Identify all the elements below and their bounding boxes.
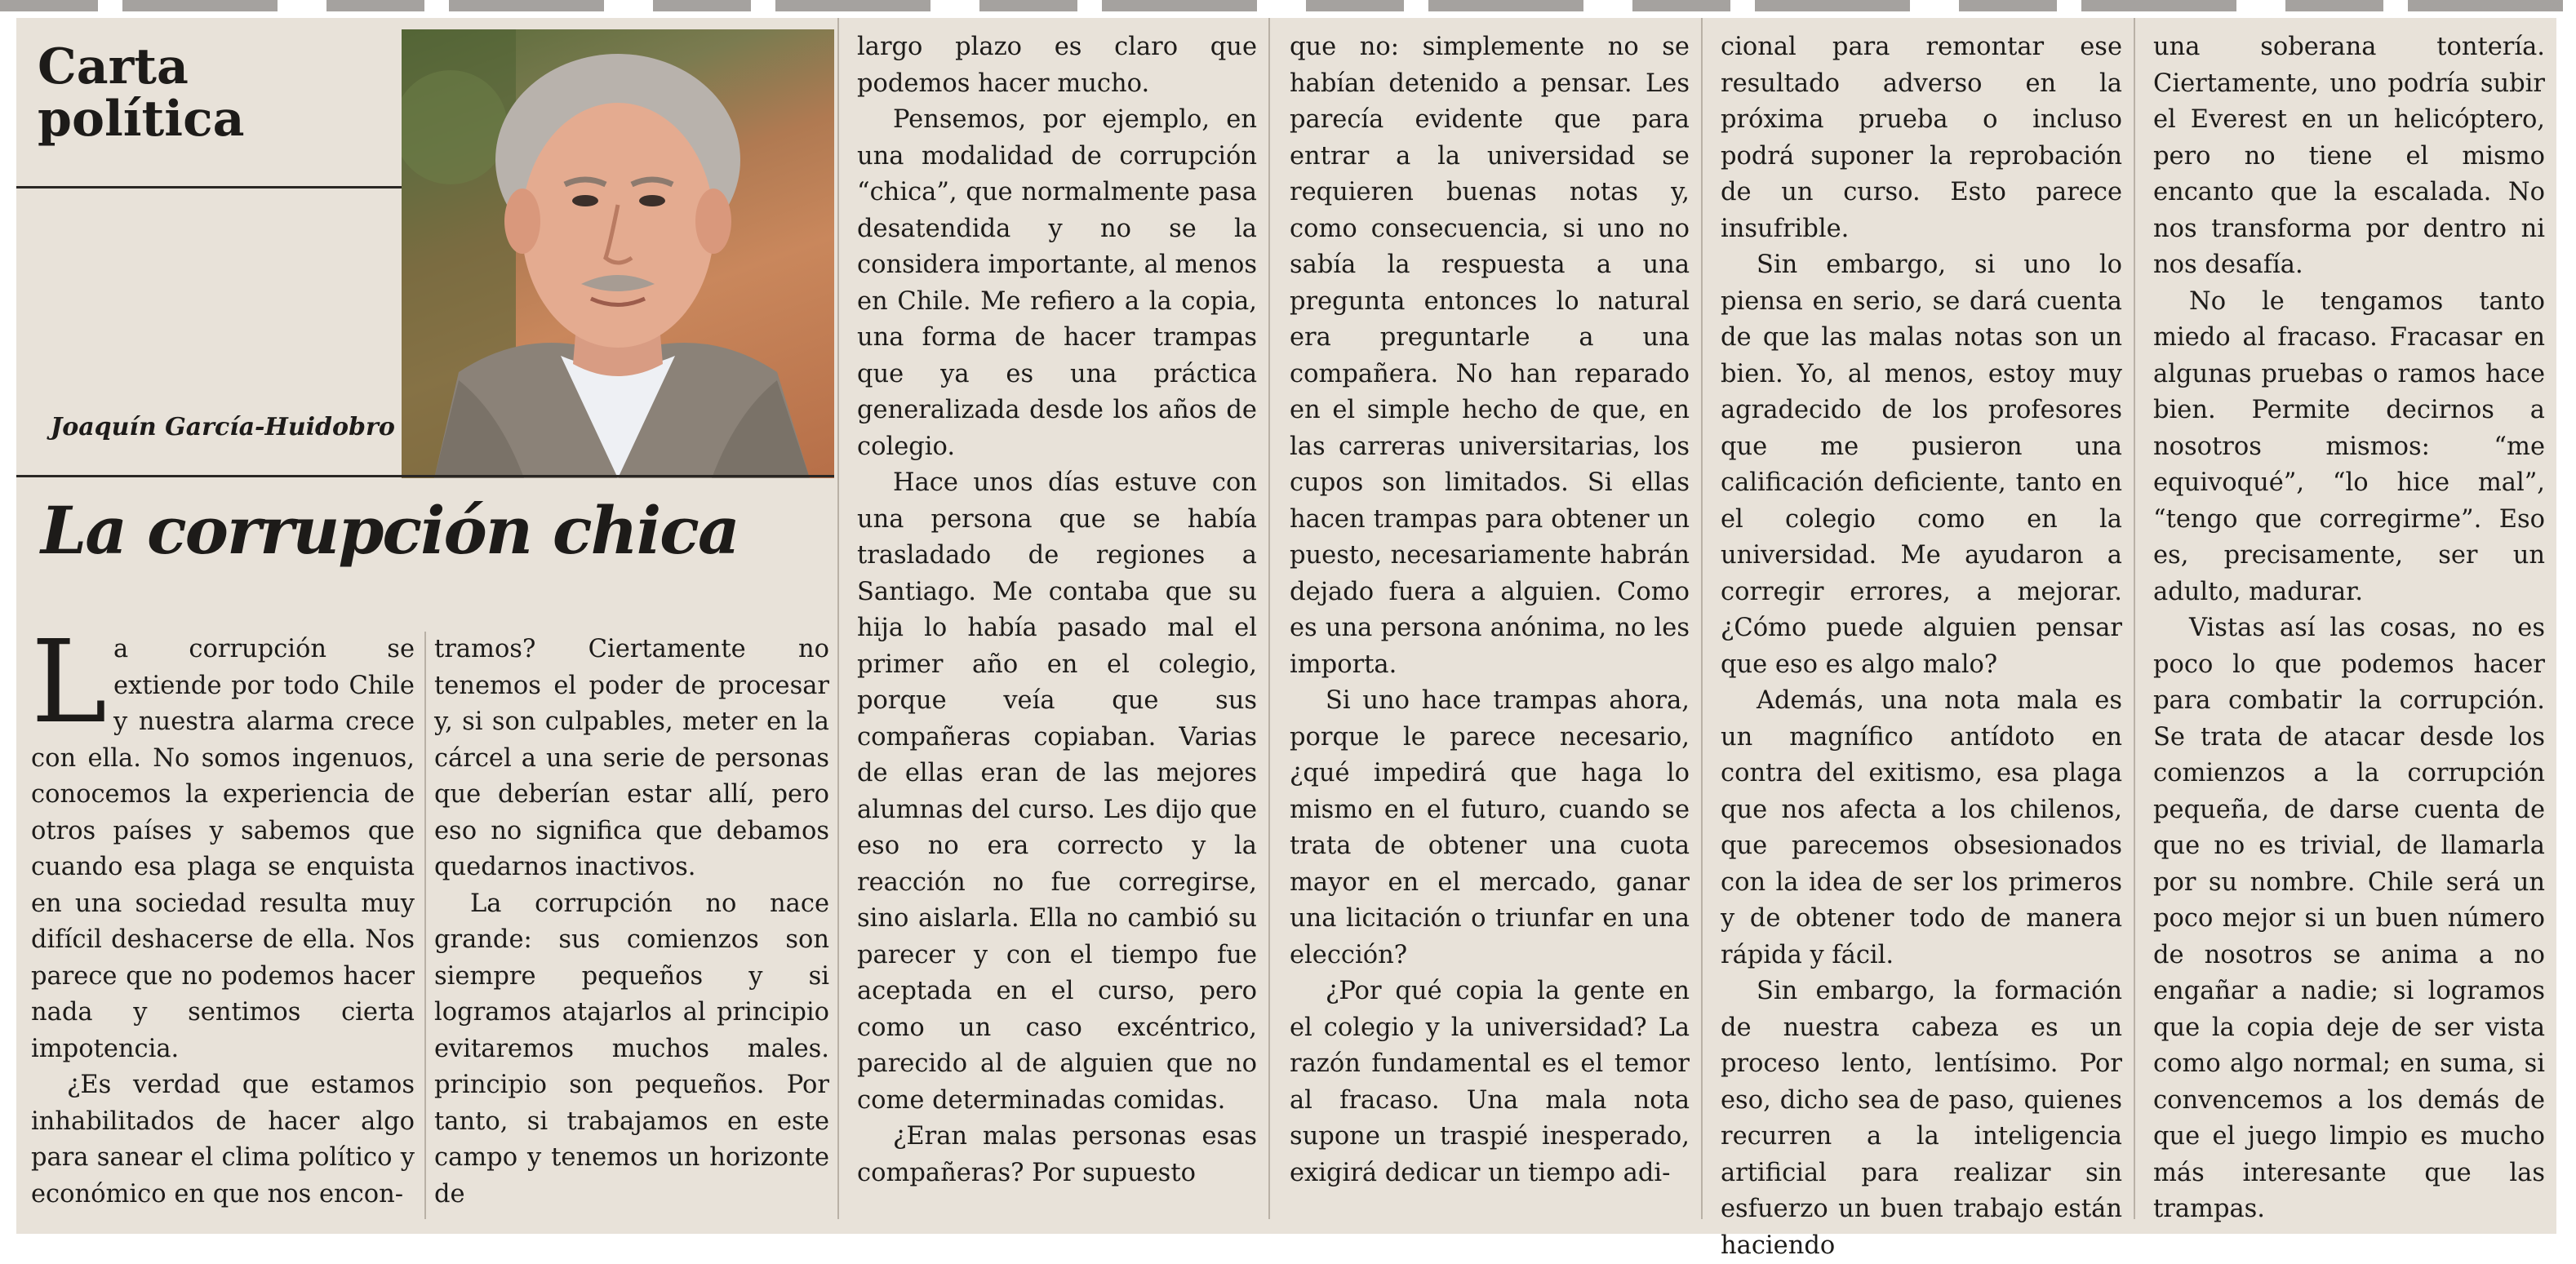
- header-rule-left: [16, 186, 402, 188]
- paragraph: Pensemos, por ejemplo, en una modalidad de corrupción “chica”, que normalmente pasa desatendida y no se la considera importante, al menos en Chile. Me refiero a la copia, una forma de hacer trampas que ya es una práctica generalizada desde los años de colegio.: [857, 105, 1257, 461]
- top-page-strip: [0, 0, 2576, 11]
- section-title-line1: Carta: [38, 38, 189, 95]
- newspaper-page: [16, 18, 2556, 1260]
- paragraph: Vistas así las cosas, no es poco lo que podemos hacer para combatir la corrupción. Se trata de atacar desde los comienzos a la corrupción pequeña, de darse cuenta de que no es trivial, de llamarla por su nombre. Chile será un poco mejor si un buen número de nosotros se anima a no engañar a nadie; si logramos que la copia deje de ser vista como algo normal; en suma, si convencemos a los demás de que el juego limpio es mucho más interesante que las trampas.: [2153, 614, 2545, 1223]
- section-title-line2: política: [38, 91, 245, 148]
- paragraph: una soberana tontería. Ciertamente, uno podría subir el Everest en un helicóptero, pero no tiene el mismo encanto que la escalada. No nos transforma por dentro ni nos desafía.: [2153, 33, 2545, 279]
- article-column-5: [1721, 29, 2122, 1264]
- column-separator: [837, 18, 839, 1219]
- section-title: [38, 38, 397, 148]
- column-separator: [1701, 18, 1703, 1219]
- paragraph: La corrupción se extiende por todo Chile y nuestra alarma crece con ella. No somos ingenuos, conocemos la experiencia de otros países y sabemos que cuando esa plaga se enquista en una sociedad resulta muy difícil deshacerse de ella. Nos parece que no podemos hacer nada y sentimos cierta impotencia.: [31, 616, 415, 1063]
- column-separator: [424, 632, 426, 1219]
- paragraph: ¿Por qué copia la gente en el colegio y la universidad? La razón fundamental es el temor al fracaso. Una mala nota supone un traspié inesperado, exigirá dedicar un tiempo adi-: [1290, 977, 1690, 1187]
- column-separator: [2134, 18, 2135, 1219]
- paragraph: Si uno hace trampas ahora, porque le parece necesario, ¿qué impedirá que haga lo mismo en el futuro, cuando se trata de obtener una cuota mayor en el mercado, ganar una licitación o triunfar en una elección?: [1290, 686, 1690, 969]
- article-column-1: [31, 616, 415, 1213]
- paragraph: cional para remontar ese resultado adverso en la próxima prueba o incluso podrá suponer la reprobación de un curso. Esto parece insufrible.: [1721, 33, 2122, 243]
- paragraph: No le tengamos tanto miedo al fracaso. Fracasar en algunas pruebas o ramos hace bien. Permite decirnos a nosotros mismos: “me equivoqué”, “lo hice mal”, “tengo que corregirme”. Eso es, precisamente, ser un adulto, madurar.: [2153, 286, 2545, 606]
- author-portrait-illustration: [402, 29, 834, 478]
- paragraph: Sin embargo, la formación de nuestra cabeza es un proceso lento, lentísimo. Por eso, dicho sea de paso, quienes recurren a la inteligencia artificial para realizar sin esfuerzo un buen trabajo están haciendo: [1721, 977, 2122, 1260]
- paragraph: ¿Es verdad que estamos inhabilitados de hacer algo para sanear el clima político y económico en que nos encon-: [31, 1071, 415, 1209]
- paragraph: La corrupción no nace grande: sus comienzos son siempre pequeños y si logramos atajarlos al principio evitaremos muchos males. principio son pequeños. Por tanto, si trabajamos en este campo y tenemos un horizonte de: [434, 889, 829, 1209]
- article-headline: La corrupción chica: [41, 492, 739, 569]
- dropcap: L: [31, 616, 107, 749]
- paragraph: Además, una nota mala es un magnífico antídoto en contra del exitismo, esa plaga que nos afecta a los chilenos, que parecemos obsesionados con la idea de ser los primeros y de obtener todo de manera rápida y fácil.: [1721, 686, 2122, 969]
- column-separator: [1268, 18, 1270, 1219]
- paragraph: tramos? Ciertamente no tenemos el poder de procesar y, si son culpables, meter en la cárcel a una serie de personas que deberían estar allí, pero eso no significa que debamos quedarnos inactivos.: [434, 635, 829, 881]
- paragraph: largo plazo es claro que podemos hacer mucho.: [857, 33, 1257, 98]
- header-rule-bottom: [16, 475, 834, 477]
- paragraph: ¿Eran malas personas esas compañeras? Por supuesto: [857, 1122, 1257, 1187]
- paragraph: que no: simplemente no se habían detenido a pensar. Les parecía evidente que para entrar a la universidad se requieren buenas notas y, como consecuencia, si uno no sabía la respuesta a una pregunta entonces lo natural era preguntarle a una compañera. No han reparado en el simple hecho de que, en las carreras universitarias, los cupos son limitados. Si ellas hacen trampas para obtener un puesto, necesariamente habrán dejado fuera a alguien. Como es una persona anónima, no les importa.: [1290, 33, 1690, 679]
- paragraph: Hace unos días estuve con una persona que se había trasladado de regiones a Santiago. Me contaba que su hija lo había pasado mal el primer año en el colegio, porque veía que sus compañeras copiaban. Varias de ellas eran de las mejores alumnas del curso. Les dijo que eso no era correcto y la reacción no fue corregirse, sino aislarla. Ella no cambió su parecer y con el tiempo fue aceptada en el curso, pero como un caso excéntrico, parecido al de alguien que no come determinadas comidas.: [857, 468, 1257, 1115]
- author-photo: [402, 29, 834, 478]
- article-column-4: [1290, 29, 1690, 1191]
- paragraph: Sin embargo, si uno lo piensa en serio, se dará cuenta de que las malas notas son un bien. Yo, al menos, estoy muy agradecido de los profesores que me pusieron una calificación deficiente, tanto en el colegio como en la universidad. Me ayudaron a corregir errores, a mejorar. ¿Cómo puede alguien pensar que eso es algo malo?: [1721, 251, 2122, 679]
- author-byline: Joaquín García-Huidobro: [51, 413, 395, 441]
- article-column-3: [857, 29, 1257, 1191]
- article-column-6: [2153, 29, 2545, 1228]
- article-column-2: [434, 632, 829, 1213]
